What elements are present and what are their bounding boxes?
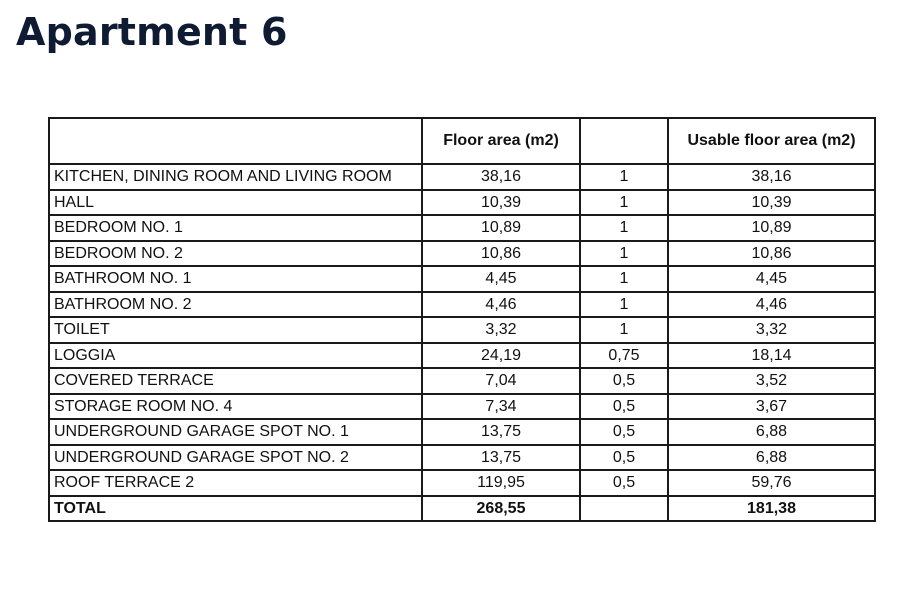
- coefficient-cell: 1: [580, 266, 668, 292]
- usable-floor-area-cell: 59,76: [668, 470, 875, 496]
- usable-floor-area-cell: 4,45: [668, 266, 875, 292]
- coefficient-cell: 0,5: [580, 470, 668, 496]
- floor-area-cell: 4,46: [422, 292, 580, 318]
- total-coefficient-cell: [580, 496, 668, 522]
- table-row: [49, 190, 875, 216]
- header-usable-floor-area: Usable floor area (m2): [668, 118, 875, 164]
- page-title: Apartment 6: [16, 10, 288, 54]
- room-name-cell: BATHROOM NO. 1: [49, 266, 422, 292]
- table-row: [49, 317, 875, 343]
- table-row: [49, 445, 875, 471]
- coefficient-cell: 0,75: [580, 343, 668, 369]
- usable-floor-area-cell: 6,88: [668, 445, 875, 471]
- room-name-cell: UNDERGROUND GARAGE SPOT NO. 1: [49, 419, 422, 445]
- table-row: [49, 368, 875, 394]
- coefficient-cell: 0,5: [580, 419, 668, 445]
- usable-floor-area-cell: 4,46: [668, 292, 875, 318]
- table-row: [49, 394, 875, 420]
- coefficient-cell: 0,5: [580, 394, 668, 420]
- floor-area-cell: 10,39: [422, 190, 580, 216]
- table-row: [49, 470, 875, 496]
- room-name-cell: STORAGE ROOM NO. 4: [49, 394, 422, 420]
- total-row: [49, 496, 875, 522]
- floor-area-cell: 10,86: [422, 241, 580, 267]
- floor-area-cell: 13,75: [422, 445, 580, 471]
- usable-floor-area-cell: 10,39: [668, 190, 875, 216]
- floor-area-cell: 7,34: [422, 394, 580, 420]
- header-floor-area: Floor area (m2): [422, 118, 580, 164]
- table-row: [49, 419, 875, 445]
- table-row: [49, 164, 875, 190]
- room-name-cell: UNDERGROUND GARAGE SPOT NO. 2: [49, 445, 422, 471]
- header-room: [49, 118, 422, 164]
- table-header-row: [49, 118, 875, 164]
- coefficient-cell: 0,5: [580, 445, 668, 471]
- coefficient-cell: 1: [580, 164, 668, 190]
- total-usable-floor-area-cell: 181,38: [668, 496, 875, 522]
- usable-floor-area-cell: 10,86: [668, 241, 875, 267]
- total-room-name-cell: TOTAL: [49, 496, 422, 522]
- coefficient-cell: 1: [580, 215, 668, 241]
- room-name-cell: KITCHEN, DINING ROOM AND LIVING ROOM: [49, 164, 422, 190]
- table-row: [49, 215, 875, 241]
- header-coefficient: [580, 118, 668, 164]
- usable-floor-area-cell: 6,88: [668, 419, 875, 445]
- coefficient-cell: 1: [580, 241, 668, 267]
- usable-floor-area-cell: 3,67: [668, 394, 875, 420]
- floor-area-cell: 24,19: [422, 343, 580, 369]
- floor-area-cell: 13,75: [422, 419, 580, 445]
- floor-area-table: [48, 117, 876, 522]
- table-row: [49, 292, 875, 318]
- floor-area-cell: 4,45: [422, 266, 580, 292]
- room-name-cell: BEDROOM NO. 1: [49, 215, 422, 241]
- room-name-cell: HALL: [49, 190, 422, 216]
- table-body: [49, 164, 875, 521]
- room-name-cell: ROOF TERRACE 2: [49, 470, 422, 496]
- room-name-cell: LOGGIA: [49, 343, 422, 369]
- coefficient-cell: 1: [580, 190, 668, 216]
- floor-area-cell: 3,32: [422, 317, 580, 343]
- floor-area-cell: 38,16: [422, 164, 580, 190]
- usable-floor-area-cell: 3,52: [668, 368, 875, 394]
- floor-area-cell: 119,95: [422, 470, 580, 496]
- room-name-cell: COVERED TERRACE: [49, 368, 422, 394]
- table-row: [49, 266, 875, 292]
- coefficient-cell: 1: [580, 317, 668, 343]
- table-row: [49, 241, 875, 267]
- room-name-cell: BATHROOM NO. 2: [49, 292, 422, 318]
- usable-floor-area-cell: 10,89: [668, 215, 875, 241]
- coefficient-cell: 1: [580, 292, 668, 318]
- floor-area-cell: 7,04: [422, 368, 580, 394]
- usable-floor-area-cell: 38,16: [668, 164, 875, 190]
- usable-floor-area-cell: 3,32: [668, 317, 875, 343]
- floor-area-cell: 10,89: [422, 215, 580, 241]
- room-name-cell: BEDROOM NO. 2: [49, 241, 422, 267]
- room-name-cell: TOILET: [49, 317, 422, 343]
- coefficient-cell: 0,5: [580, 368, 668, 394]
- table-row: [49, 343, 875, 369]
- usable-floor-area-cell: 18,14: [668, 343, 875, 369]
- total-floor-area-cell: 268,55: [422, 496, 580, 522]
